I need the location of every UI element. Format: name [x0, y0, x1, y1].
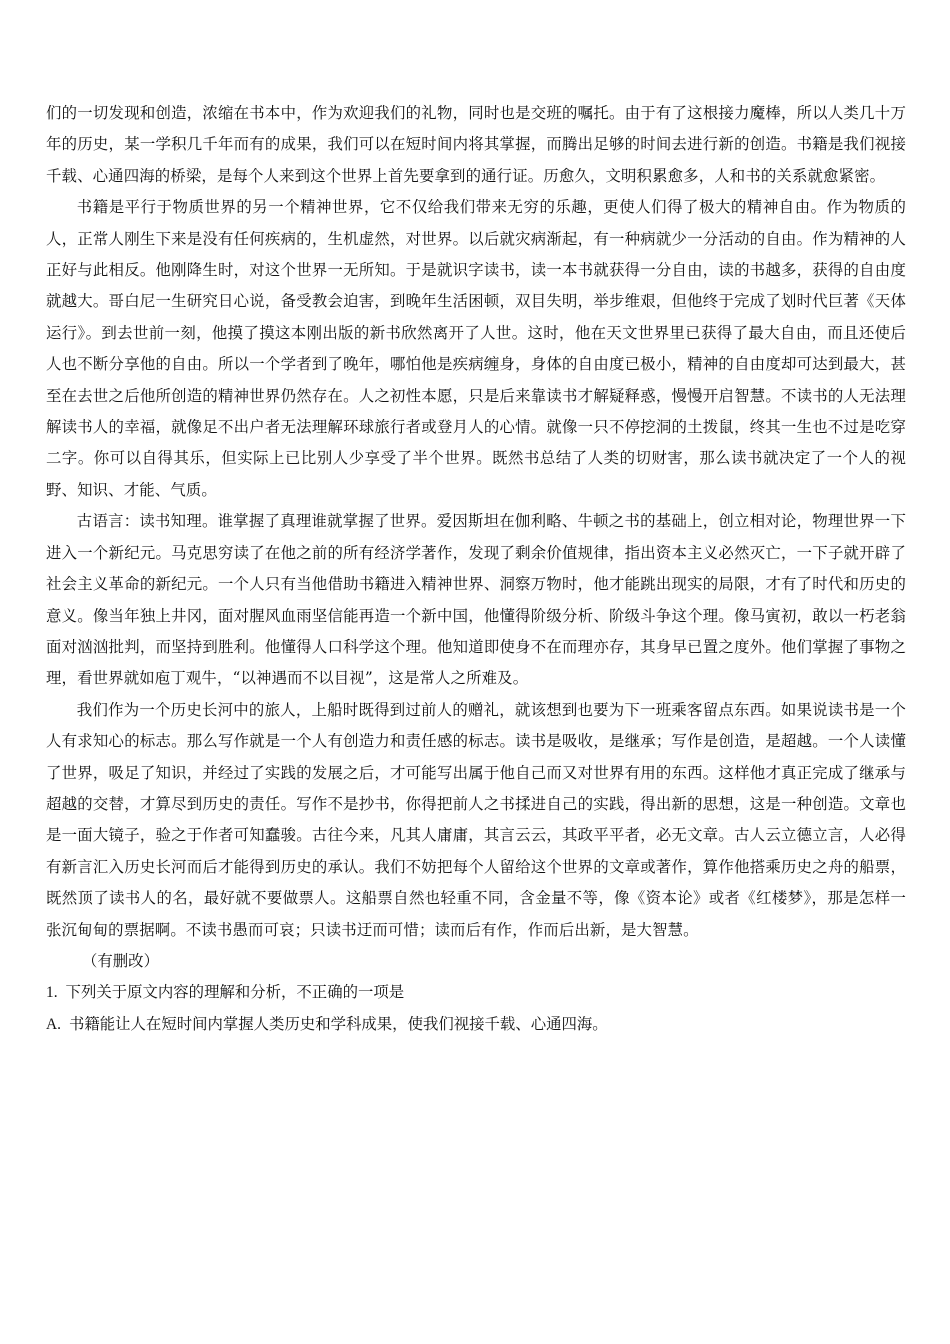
option-text: 书籍能让人在短时间内掌握人类历史和学科成果，使我们视接千载、心通四海。: [68, 1014, 608, 1033]
article-paragraph-1: 们的一切发现和创造，浓缩在书本中，作为欢迎我们的礼物，同时也是交班的嘱托。由于有了这根接力魔棒，所以人类几十万年的历史，某一学积几千年而有的成果，我们可以在短时间内将其掌握，而腾出足够的时间去进行新的创造。书籍是我们视接千载、心通四海的桥梁，是每个人来到这个世界上首先要拿到的通行证。历愈久，文明积累愈多，人和书的关系就愈紧密。: [46, 104, 906, 185]
article-paragraph-2: 书籍是平行于物质世界的另一个精神世界，它不仅给我们带来无穷的乐趣，更使人们得了极大的精神自由。作为物质的人，正常人刚生下来是没有任何疾病的，生机虚然，对世界。以后就灾病渐起，有一种病就少一分活动的自由。作为精神的人正好与此相反。他刚降生时，对这个世界一无所知。于是就识字读书，读一本书就获得一分自由，读的书越多，获得的自由度就越大。哥白尼一生研究日心说，备受教会迫害，到晚年生活困顿，双目失明，举步维艰，但他终于完成了划时代巨著《天体运行》。到去世前一刻，他摸了摸这本刚出版的新书欣然离开了人世。这时，他在天文世界里已获得了最大自由，而且还使后人也不断分享他的自由。所以一个学者到了晚年，哪怕他是疾病缠身，身体的自由度已极小，精神的自由度却可达到最大，甚至在去世之后他所创造的精神世界仍然存在。人之初性本愿，只是后来靠读书才解疑释惑，慢慢开启智慧。不读书的人无法理解读书人的幸福，就像足不出户者无法理解环球旅行者或登月人的心情。就像一只不停挖洞的土拨鼠，终其一生也不过是吃穿二字。你可以自得其乐，但实际上已比别人少享受了半个世界。既然书总结了人类的切财害，那么读书就决定了一个人的视野、知识、才能、气质。: [46, 198, 906, 499]
article-paragraph-3: 古语言：读书知理。谁掌握了真理谁就掌握了世界。爱因斯坦在伽利略、牛顿之书的基础上，创立相对论，物理世界一下进入一个新纪元。马克思穷读了在他之前的所有经济学著作，发现了剩余价值规律，指出资本主义必然灭亡，一下子就开辟了社会主义革命的新纪元。一个人只有当他借助书籍进入精神世界、洞察万物时，他才能跳出现实的局限，才有了时代和历史的意义。像当年独上井冈，面对腥风血雨坚信能再造一个新中国，他懂得阶级分析、阶级斗争这个理。像马寅初，敢以一朽老翁面对汹汹批判，而坚持到胜利。他懂得人口科学这个理。他知道即使身不在而理亦存，其身早已置之度外。他们掌握了事物之理，看世界就如庖丁观牛，“以神遇而不以目视”，这是常人之所难及。: [46, 512, 906, 688]
question-number: 1.: [46, 984, 58, 1002]
article-paragraph-4: 我们作为一个历史长河中的旅人，上船时既得到过前人的赠礼，就该想到也要为下一班乘客留点东西。如果说读书是一个人有求知心的标志。那么写作就是一个人有创造力和责任感的标志。读书是吸收，是继承；写作是创造，是超越。一个人读懂了世界，吸足了知识，并经过了实践的发展之后，才可能写出属于他自己而又对世界有用的东西。这样他才真正完成了继承与超越的交替，才算尽到历史的责任。写作不是抄书，你得把前人之书揉进自己的实践，得出新的思想，这是一种创造。文章也是一面大镜子，验之于作者可知蠢骏。古往今来，凡其人庸庸，其言云云，其政平平者，必无文章。古人云立德立言，人必得有新言汇入历史长河而后才能得到历史的承认。我们不妨把每个人留给这个世界的文章或著作，算作他搭乘历史之舟的船票，既然顶了读书人的名，最好就不要做票人。这船票自然也轻重不同，含金量不等，像《资本论》或者《红楼梦》，那是怎样一张沉甸甸的票据啊。不读书愚而可哀；只读书迂而可惜；读而后有作，作而后出新，是大智慧。: [46, 700, 906, 939]
source-note: （有删改）: [82, 951, 159, 970]
document-page: [46, 98, 906, 1040]
question-option-a: [46, 1009, 906, 1040]
question-1: [46, 977, 906, 1008]
option-letter: A.: [46, 1015, 61, 1033]
question-stem: 下列关于原文内容的理解和分析，不正确的一项是: [65, 983, 405, 1002]
